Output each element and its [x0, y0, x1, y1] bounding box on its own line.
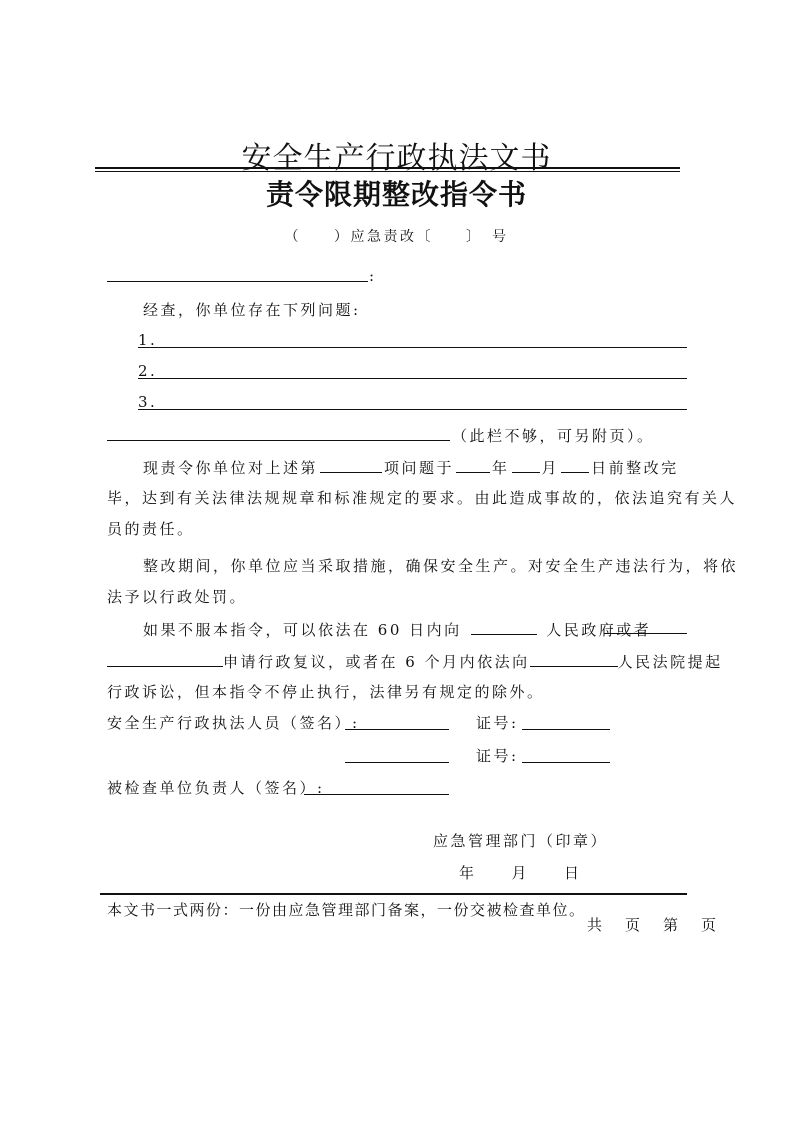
document-number: （ ）应急责改〔 〕 号	[284, 229, 509, 245]
para1-d: 月	[541, 459, 560, 477]
problem-1-field[interactable]	[138, 347, 687, 348]
extra-note: （此栏不够，可另附页）。	[452, 427, 655, 445]
para3-line3: 行政诉讼，但本指令不停止执行，法律另有规定的除外。	[107, 683, 545, 701]
para3-c: 申请行政复议，或者在 6 个月内依法向	[223, 653, 530, 671]
title-rule-top	[95, 167, 680, 169]
cert-1-field[interactable]	[522, 729, 610, 730]
document-title: 安全生产行政执法文书	[241, 141, 552, 176]
government-field[interactable]	[471, 619, 537, 635]
footer-rule	[100, 893, 687, 895]
department-field-cont[interactable]	[107, 651, 223, 667]
cert-label-2: 证号:	[476, 747, 519, 765]
para1-a: 现责令你单位对上述第	[143, 459, 319, 477]
title-rule-bottom	[95, 171, 680, 172]
para1-b: 项问题于	[384, 459, 455, 477]
problem-2-label: 2.	[138, 362, 158, 380]
para3-line2	[107, 651, 723, 672]
para2-line1: 整改期间，你单位应当采取措施，确保安全生产。对安全生产违法行为，将依	[143, 557, 739, 575]
page-count: 共 页 第 页	[587, 916, 721, 934]
year-field[interactable]	[456, 457, 490, 473]
intro-text: 经查，你单位存在下列问题:	[143, 301, 361, 319]
cert-2-field[interactable]	[522, 762, 610, 763]
problem-1-label: 1.	[138, 331, 158, 349]
unit-head-label: 被检查单位负责人（签名）:	[107, 779, 325, 797]
officer-1-signature-field[interactable]	[345, 729, 449, 730]
stamp-label: 应急管理部门（印章）	[433, 832, 609, 850]
recipient-field[interactable]	[107, 281, 368, 282]
court-field[interactable]	[530, 651, 618, 667]
problem-2-field[interactable]	[138, 378, 687, 379]
para1-line3: 员的责任。	[107, 520, 195, 538]
para3-b: 人民政府或者	[546, 621, 652, 639]
officer-2-signature-field[interactable]	[345, 762, 449, 763]
day-field[interactable]	[561, 457, 589, 473]
problem-3-field[interactable]	[138, 409, 687, 410]
problem-3-label: 3.	[138, 393, 158, 411]
month-field[interactable]	[512, 457, 540, 473]
para3-a: 如果不服本指令，可以依法在 60 日内向	[143, 621, 462, 639]
date-label: 年 月 日	[459, 864, 582, 882]
problem-extra-field[interactable]	[107, 440, 450, 441]
para1-line2: 毕，达到有关法律法规规章和标准规定的要求。由此造成事故的，依法追究有关人	[107, 489, 738, 507]
recipient-colon: :	[369, 267, 377, 285]
para3-line1	[143, 619, 651, 640]
para3-d: 人民法院提起	[617, 653, 723, 671]
para2-line2: 法予以行政处罚。	[107, 588, 248, 606]
cert-label-1: 证号:	[476, 714, 519, 732]
document-subtitle: 责令限期整改指令书	[265, 178, 527, 211]
para1-e: 日前整改完	[591, 459, 679, 477]
para1-c: 年	[492, 459, 510, 477]
item-number-field[interactable]	[320, 457, 382, 473]
unit-head-signature-field[interactable]	[304, 794, 449, 795]
footer-note: 本文书一式两份：一份由应急管理部门备案，一份交被检查单位。	[107, 901, 586, 919]
para1-line1	[143, 457, 679, 478]
officer-label: 安全生产行政执法人员（签名）:	[107, 714, 360, 732]
department-field[interactable]	[604, 633, 687, 634]
